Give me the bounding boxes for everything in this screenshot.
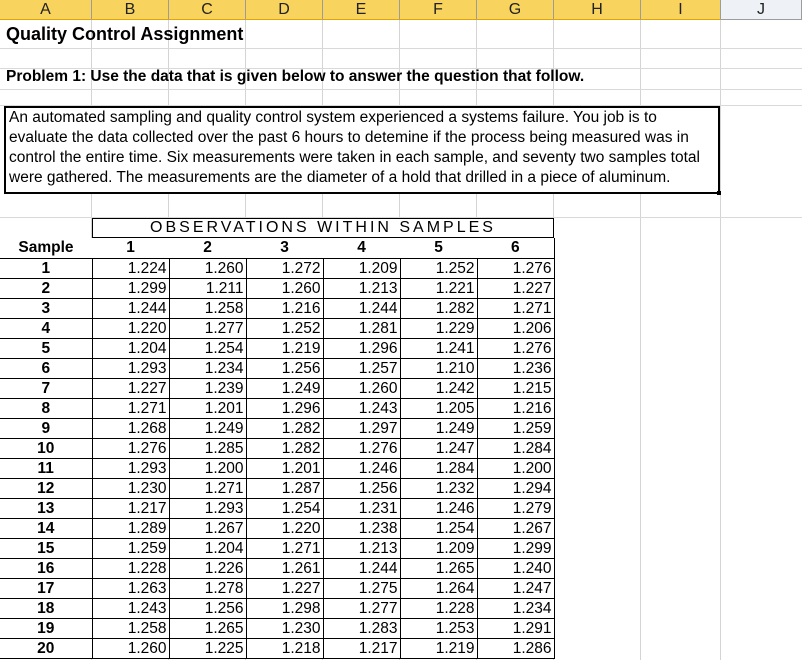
measurement-cell[interactable]: 1.204 <box>169 538 246 558</box>
measurement-cell[interactable]: 1.264 <box>400 578 477 598</box>
description-line: were gathered. The measurements are the diameter of a hold that drilled in a piece of aluminum. <box>9 169 671 186</box>
column-header-i[interactable]: I <box>641 0 721 20</box>
measurement-cell[interactable]: 1.215 <box>477 378 554 398</box>
measurement-cell[interactable]: 1.263 <box>92 578 169 598</box>
measurement-cell[interactable]: 1.260 <box>92 638 169 658</box>
sample-number-cell[interactable]: 11 <box>0 458 92 478</box>
measurement-cell[interactable]: 1.253 <box>400 618 477 638</box>
measurement-cell[interactable]: 1.291 <box>477 618 554 638</box>
measurement-cell[interactable]: 1.240 <box>477 558 554 578</box>
measurement-cell[interactable]: 1.265 <box>169 618 246 638</box>
table-row <box>0 558 554 578</box>
measurement-cell[interactable]: 1.282 <box>246 438 323 458</box>
sample-number-cell[interactable]: 14 <box>0 518 92 538</box>
measurement-cell[interactable]: 1.227 <box>246 578 323 598</box>
measurement-cell[interactable]: 1.201 <box>169 398 246 418</box>
measurement-cell[interactable]: 1.236 <box>477 358 554 378</box>
measurement-cell[interactable]: 1.247 <box>477 578 554 598</box>
column-header-d[interactable]: D <box>246 0 323 20</box>
measurement-cell[interactable]: 1.200 <box>169 458 246 478</box>
measurement-cell[interactable]: 1.230 <box>92 478 169 498</box>
observation-header-2[interactable]: 2 <box>203 239 212 257</box>
measurement-cell[interactable]: 1.259 <box>477 418 554 438</box>
measurement-cell[interactable]: 1.216 <box>246 298 323 318</box>
measurement-cell[interactable]: 1.225 <box>169 638 246 658</box>
measurement-cell[interactable]: 1.246 <box>400 498 477 518</box>
measurement-cell[interactable]: 1.228 <box>92 558 169 578</box>
measurement-cell[interactable]: 1.244 <box>92 298 169 318</box>
measurement-cell[interactable]: 1.219 <box>400 638 477 658</box>
measurement-cell[interactable]: 1.276 <box>477 258 554 278</box>
measurement-cell[interactable]: 1.243 <box>323 398 400 418</box>
measurement-cell[interactable]: 1.260 <box>323 378 400 398</box>
measurement-cell[interactable]: 1.271 <box>246 538 323 558</box>
measurement-cell[interactable]: 1.261 <box>246 558 323 578</box>
measurement-cell[interactable]: 1.276 <box>477 338 554 358</box>
table-row <box>0 598 554 618</box>
observations-header[interactable]: OBSERVATIONS WITHIN SAMPLES <box>92 218 554 238</box>
sample-number-cell[interactable]: 18 <box>0 598 92 618</box>
sample-number-cell[interactable]: 13 <box>0 498 92 518</box>
table-row <box>0 418 554 438</box>
measurement-cell[interactable]: 1.254 <box>169 338 246 358</box>
measurement-cell[interactable]: 1.296 <box>323 338 400 358</box>
sample-number-cell[interactable]: 6 <box>0 358 92 378</box>
sample-number-cell[interactable]: 5 <box>0 338 92 358</box>
measurement-cell[interactable]: 1.224 <box>92 258 169 278</box>
measurement-cell[interactable]: 1.286 <box>477 638 554 658</box>
sample-number-cell[interactable]: 10 <box>0 438 92 458</box>
measurement-cell[interactable]: 1.297 <box>323 418 400 438</box>
sample-number-cell[interactable]: 8 <box>0 398 92 418</box>
problem-heading[interactable]: Problem 1: Use the data that is given below to answer the question that follow. <box>6 68 585 85</box>
table-row <box>0 258 554 278</box>
table-row <box>0 358 554 378</box>
measurement-cell[interactable]: 1.267 <box>477 518 554 538</box>
observation-header-1[interactable]: 1 <box>126 239 135 257</box>
table-row <box>0 578 554 598</box>
measurement-cell[interactable]: 1.229 <box>400 318 477 338</box>
measurement-cell[interactable]: 1.265 <box>400 558 477 578</box>
table-row <box>0 398 554 418</box>
table-row <box>0 478 554 498</box>
column-header-j[interactable]: J <box>721 0 802 20</box>
measurement-cell[interactable]: 1.227 <box>477 278 554 298</box>
sample-number-cell[interactable]: 16 <box>0 558 92 578</box>
measurement-cell[interactable]: 1.221 <box>400 278 477 298</box>
observation-header-3[interactable]: 3 <box>280 239 289 257</box>
measurement-cell[interactable]: 1.217 <box>92 498 169 518</box>
column-header-f[interactable]: F <box>400 0 477 20</box>
measurement-cell[interactable]: 1.249 <box>400 418 477 438</box>
measurement-cell[interactable]: 1.239 <box>169 378 246 398</box>
measurement-cell[interactable]: 1.213 <box>323 278 400 298</box>
sheet-title[interactable]: Quality Control Assignment <box>6 24 244 44</box>
measurement-cell[interactable]: 1.226 <box>169 558 246 578</box>
measurement-cell[interactable]: 1.275 <box>323 578 400 598</box>
measurement-cell[interactable]: 1.272 <box>246 258 323 278</box>
measurement-cell[interactable]: 1.242 <box>400 378 477 398</box>
measurement-cell[interactable]: 1.271 <box>92 398 169 418</box>
measurement-cell[interactable]: 1.258 <box>169 298 246 318</box>
sample-number-cell[interactable]: 7 <box>0 378 92 398</box>
measurement-cell[interactable]: 1.257 <box>323 358 400 378</box>
measurement-cell[interactable]: 1.258 <box>92 618 169 638</box>
column-header-e[interactable]: E <box>323 0 400 20</box>
measurement-cell[interactable]: 1.285 <box>169 438 246 458</box>
sample-number-cell[interactable]: 20 <box>0 638 92 658</box>
column-header-b[interactable]: B <box>92 0 169 20</box>
measurement-cell[interactable]: 1.206 <box>477 318 554 338</box>
measurement-cell[interactable]: 1.296 <box>246 398 323 418</box>
measurement-cell[interactable]: 1.279 <box>477 498 554 518</box>
measurement-cell[interactable]: 1.277 <box>323 598 400 618</box>
measurement-cell[interactable]: 1.217 <box>323 638 400 658</box>
measurement-cell[interactable]: 1.247 <box>400 438 477 458</box>
table-header-row <box>0 238 554 258</box>
measurement-cell[interactable]: 1.220 <box>246 518 323 538</box>
measurement-cell[interactable]: 1.218 <box>246 638 323 658</box>
measurement-cell[interactable]: 1.210 <box>400 358 477 378</box>
measurement-cell[interactable]: 1.238 <box>323 518 400 538</box>
sheet-row <box>0 49 802 69</box>
measurement-cell[interactable]: 1.293 <box>169 498 246 518</box>
description-textbox[interactable] <box>4 106 720 194</box>
measurement-cell[interactable]: 1.287 <box>246 478 323 498</box>
column-header-a[interactable]: A <box>0 0 92 20</box>
sample-number-cell[interactable]: 15 <box>0 538 92 558</box>
measurement-cell[interactable]: 1.227 <box>92 378 169 398</box>
observations-table <box>0 238 555 659</box>
table-row <box>0 278 554 298</box>
measurement-cell[interactable]: 1.234 <box>477 598 554 618</box>
measurement-cell[interactable]: 1.209 <box>400 538 477 558</box>
measurement-cell[interactable]: 1.252 <box>400 258 477 278</box>
measurement-cell[interactable]: 1.209 <box>323 258 400 278</box>
table-row <box>0 338 554 358</box>
measurement-cell[interactable]: 1.271 <box>169 478 246 498</box>
sample-number-cell[interactable]: 4 <box>0 318 92 338</box>
measurement-cell[interactable]: 1.281 <box>323 318 400 338</box>
measurement-cell[interactable]: 1.201 <box>246 458 323 478</box>
description-line: evaluate the data collected over the past 6 hours to detemine if the process being measured was in <box>9 129 689 146</box>
resize-handle[interactable] <box>717 191 721 195</box>
measurement-cell[interactable]: 1.246 <box>323 458 400 478</box>
observation-header-6[interactable]: 6 <box>477 238 554 258</box>
measurement-cell[interactable]: 1.282 <box>400 298 477 318</box>
measurement-cell[interactable]: 1.293 <box>92 358 169 378</box>
table-row <box>0 538 554 558</box>
measurement-cell[interactable]: 1.213 <box>323 538 400 558</box>
sample-number-cell[interactable]: 19 <box>0 618 92 638</box>
table-row <box>0 298 554 318</box>
measurement-cell[interactable]: 1.267 <box>169 518 246 538</box>
measurement-cell[interactable]: 1.230 <box>246 618 323 638</box>
measurement-cell[interactable]: 1.276 <box>323 438 400 458</box>
measurement-cell[interactable]: 1.228 <box>400 598 477 618</box>
measurement-cell[interactable]: 1.277 <box>169 318 246 338</box>
measurement-cell[interactable]: 1.241 <box>400 338 477 358</box>
measurement-cell[interactable]: 1.299 <box>477 538 554 558</box>
measurement-cell[interactable]: 1.216 <box>477 398 554 418</box>
measurement-cell[interactable]: 1.298 <box>246 598 323 618</box>
measurement-cell[interactable]: 1.284 <box>400 458 477 478</box>
sample-number-cell[interactable]: 17 <box>0 578 92 598</box>
measurement-cell[interactable]: 1.219 <box>246 338 323 358</box>
sample-number-cell[interactable]: 1 <box>0 258 92 278</box>
measurement-cell[interactable]: 1.276 <box>92 438 169 458</box>
measurement-cell[interactable]: 1.293 <box>92 458 169 478</box>
measurement-cell[interactable]: 1.256 <box>323 478 400 498</box>
measurement-cell[interactable]: 1.268 <box>92 418 169 438</box>
sample-number-cell[interactable]: 2 <box>0 278 92 298</box>
column-header-c[interactable]: C <box>169 0 246 20</box>
measurement-cell[interactable]: 1.254 <box>246 498 323 518</box>
measurement-cell[interactable]: 1.271 <box>477 298 554 318</box>
measurement-cell[interactable]: 1.283 <box>323 618 400 638</box>
measurement-cell[interactable]: 1.249 <box>246 378 323 398</box>
measurement-cell[interactable]: 1.234 <box>169 358 246 378</box>
measurement-cell[interactable]: 1.254 <box>400 518 477 538</box>
measurement-cell[interactable]: 1.284 <box>477 438 554 458</box>
measurement-cell[interactable]: 1.244 <box>323 558 400 578</box>
measurement-cell[interactable]: 1.278 <box>169 578 246 598</box>
column-header-g[interactable]: G <box>477 0 554 20</box>
measurement-cell[interactable]: 1.260 <box>169 258 246 278</box>
description-line: control the entire time. Six measurements were taken in each sample, and seventy two samples total <box>9 149 700 166</box>
measurement-cell[interactable]: 1.249 <box>169 418 246 438</box>
measurement-cell[interactable]: 1.205 <box>400 398 477 418</box>
measurement-cell[interactable]: 1.231 <box>323 498 400 518</box>
table-row <box>0 638 554 658</box>
measurement-cell[interactable]: 1.244 <box>323 298 400 318</box>
measurement-cell[interactable]: 1.259 <box>92 538 169 558</box>
sheet-row <box>0 90 802 106</box>
sample-number-cell[interactable]: 9 <box>0 418 92 438</box>
table-row <box>0 518 554 538</box>
sample-number-cell[interactable]: 3 <box>0 298 92 318</box>
table-row <box>0 618 554 638</box>
measurement-cell[interactable]: 1.252 <box>246 318 323 338</box>
observation-header-4[interactable]: 4 <box>357 239 366 257</box>
table-row <box>0 318 554 338</box>
measurement-cell[interactable]: 1.220 <box>92 318 169 338</box>
sample-header[interactable]: Sample <box>0 238 92 258</box>
description-line: An automated sampling and quality control system experienced a systems failure. You job is to <box>9 109 657 126</box>
sample-number-cell[interactable]: 12 <box>0 478 92 498</box>
measurement-cell[interactable]: 1.260 <box>246 278 323 298</box>
measurement-cell[interactable]: 1.282 <box>246 418 323 438</box>
sheet-row <box>0 196 802 218</box>
measurement-cell[interactable]: 1.294 <box>477 478 554 498</box>
table-row <box>0 498 554 518</box>
column-header-h[interactable]: H <box>554 0 641 20</box>
measurement-cell[interactable]: 1.256 <box>169 598 246 618</box>
measurement-cell[interactable]: 1.204 <box>92 338 169 358</box>
measurement-cell[interactable]: 1.200 <box>477 458 554 478</box>
measurement-cell[interactable]: 1.211 <box>169 278 246 298</box>
measurement-cell[interactable]: 1.243 <box>92 598 169 618</box>
table-row <box>0 458 554 478</box>
measurement-cell[interactable]: 1.232 <box>400 478 477 498</box>
table-row <box>0 438 554 458</box>
measurement-cell[interactable]: 1.299 <box>92 278 169 298</box>
observation-header-5[interactable]: 5 <box>434 239 443 257</box>
measurement-cell[interactable]: 1.256 <box>246 358 323 378</box>
measurement-cell[interactable]: 1.289 <box>92 518 169 538</box>
table-row <box>0 378 554 398</box>
